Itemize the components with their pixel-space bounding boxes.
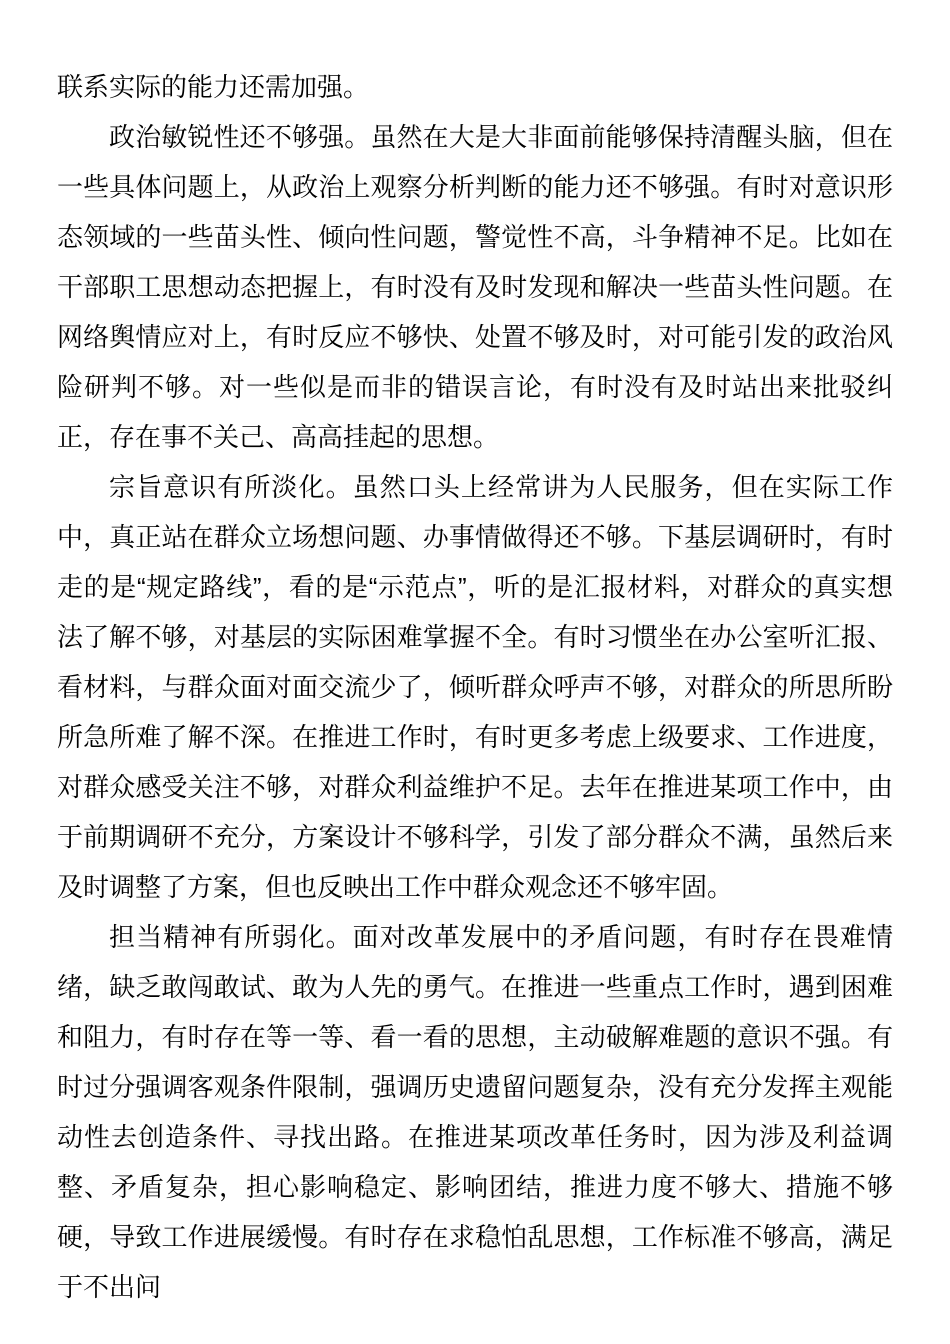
paragraph: 联系实际的能力还需加强。: [57, 72, 370, 102]
paragraph: 担当精神有所弱化。面对改革发展中的矛盾问题，有时存在畏难情绪，缺乏敢闯敢试、敢为人先的勇气。在推进一些重点工作时，遇到困难和阻力，有时存在等一等、看一看的思想，主动破解难题的意识不强。有时过分强调客观条件限制，强调历史遗留问题复杂，没有充分发挥主观能动性去创造条件、寻找出路。在推进某项改革任务时，因为涉及利益调整、矛盾复杂，担心影响稳定、影响团结，推进力度不够大、措施不够硬，导致工作进展缓慢。有时存在求稳怕乱思想，工作标准不够高，满足于不出问: [57, 922, 893, 1302]
document-body: [57, 62, 893, 1312]
paragraph: 政治敏锐性还不够强。虽然在大是大非面前能够保持清醒头脑，但在一些具体问题上，从政治上观察分析判断的能力还不够强。有时对意识形态领域的一些苗头性、倾向性问题，警觉性不高，斗争精神不足。比如在干部职工思想动态把握上，有时没有及时发现和解决一些苗头性问题。在网络舆情应对上，有时反应不够快、处置不够及时，对可能引发的政治风险研判不够。对一些似是而非的错误言论，有时没有及时站出来批驳纠正，存在事不关己、高高挂起的思想。: [57, 122, 893, 452]
paragraph: 宗旨意识有所淡化。虽然口头上经常讲为人民服务，但在实际工作中，真正站在群众立场想问题、办事情做得还不够。下基层调研时，有时走的是“规定路线”，看的是“示范点”，听的是汇报材料，对群众的真实想法了解不够，对基层的实际困难掌握不全。有时习惯坐在办公室听汇报、看材料，与群众面对面交流少了，倾听群众呼声不够，对群众的所思所盼所急所难了解不深。在推进工作时，有时更多考虑上级要求、工作进度，对群众感受关注不够，对群众利益维护不足。去年在推进某项工作中，由于前期调研不充分，方案设计不够科学，引发了部分群众不满，虽然后来及时调整了方案，但也反映出工作中群众观念还不够牢固。: [57, 472, 893, 902]
